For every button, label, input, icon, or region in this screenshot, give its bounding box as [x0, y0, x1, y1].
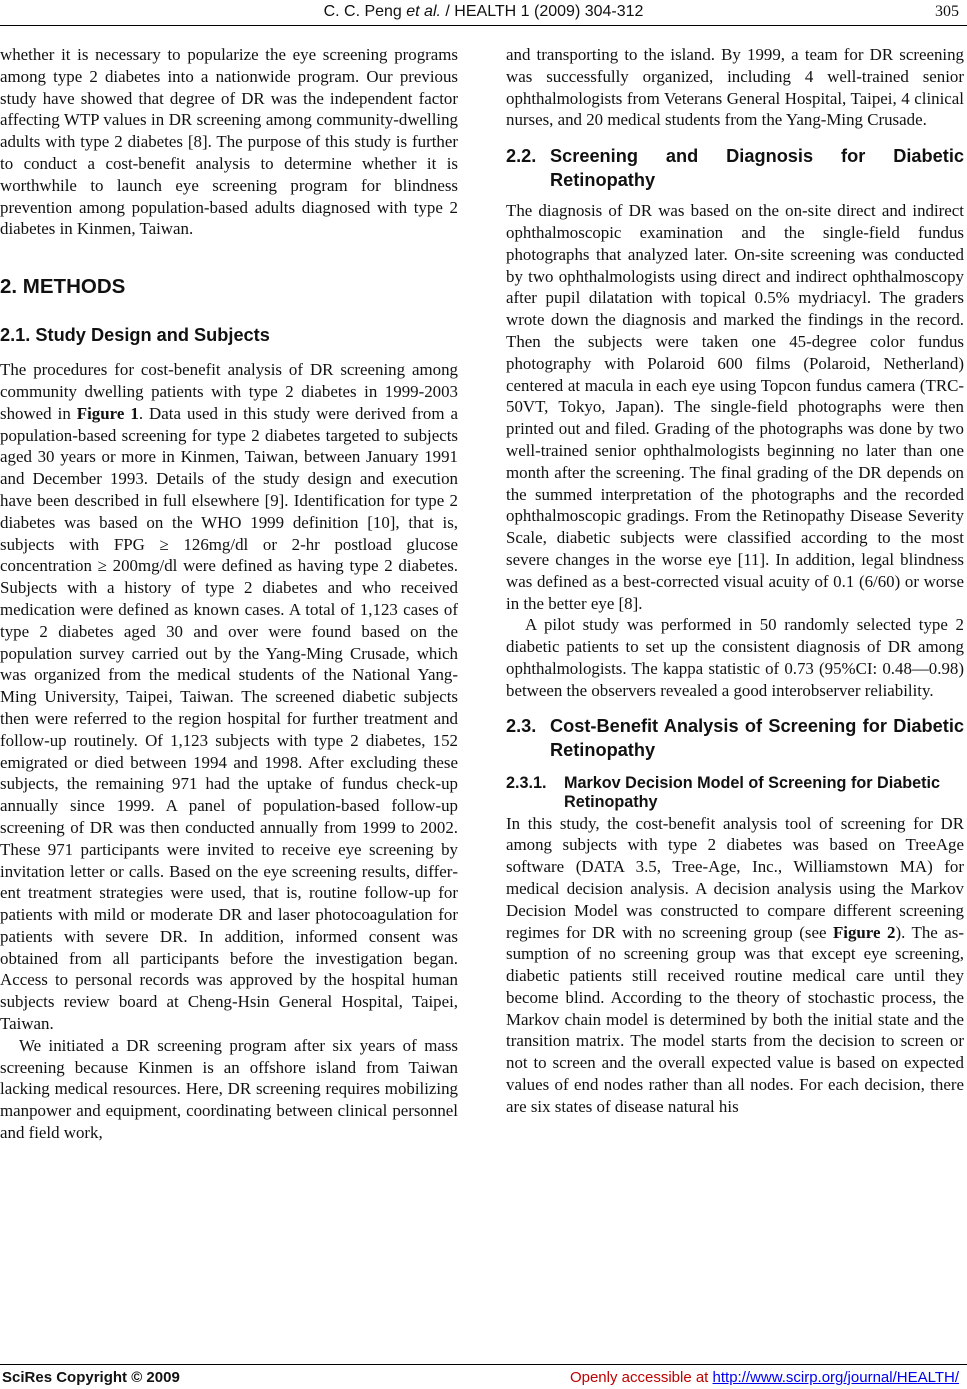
subsection-heading-2-1: [0, 323, 458, 347]
header-rule: [0, 25, 967, 26]
paragraph-study-design-text-b: . Data used in this study were derived from a population-based screening for type 2 diabetes targeted to subjects aged 30 years or more in Kinmen, Taiwan, between January 1991 and December 1993. Details of the study design and execution have been described in full elsewhere [9]. Identification for type 2 diabetes was based on the WHO 1999 definition [10], that is, subjects with FPG ≥ 126mg/dl or 2-hr postload glucose concentration ≥ 200mg/dl were defined as having type 2 diabetes. Subjects with a history of type 2 diabetes and who received medication were defined as known cases. A total of 1,123 cases of type 2 diabetes aged 30 and over were found based on the population survey carried out by the Yang-Ming Crusade, which was organized from the medical students of the National Yang-Ming University, Taipei, Taiwan. The screened diabetic subjects then were referred to the region hospital for further treatment and follow-up routinely. Of 1,123 subjects with type 2 diabetes, 152 emigrated or died between 1994 and 1998. After excluding these subjects, the remaining 971 had the uptake of fundus check-up annually since 1999. A panel of population-based follow-up screening of DR was then conducted annually from 1999 to 2002. These 971 participants were invited to receive eye screening by invitation letter or calls. Based on the eye screening results, different treatment strategies were used, that is, routine follow-up for patients with mild or moderate DR and laser photocoagulation for patients with severe DR. In addition, informed consent was obtained from all participants before the investigation began. Access to personal records was approved by the hospital human subjects review board at Cheng-Hsin General Hospital, Taipei, Taiwan.: [0, 403, 459, 1034]
figure-1-reference: Figure 1: [76, 403, 139, 423]
paragraph-screening-program: We initiated a DR screening program after six years of mass screening because Kinmen is an offshore island from Taiwan lacking medical resources. Here, DR screening requires mobilizing manpower and equipment, coordinating between clinical personnel and field work,: [0, 1035, 458, 1143]
subsection-title-2-3: Cost-Benefit Analysis of Screening for Diabetic Retinopathy: [550, 715, 964, 760]
subsubsection-number-2-3-1: 2.3.1.: [506, 773, 547, 792]
left-column: [0, 44, 458, 1144]
footer-rule: [0, 1364, 967, 1365]
section-heading-methods: 2. METHODS: [0, 275, 126, 299]
paragraph-markov-model-text-a: In this study, the cost-benefit analysis tool of screening for DR among subjects with type 2 diabetes was based on TreeAge software (DATA 3.5, Tree-Age, Inc., Williamstown MA) for medical decision analysis. A decision analysis using the Markov Decision Model was constructed to compare different screening regimes for DR with no screening group (see: [506, 813, 964, 942]
subsubsection-title-2-3-1: Markov Decision Model of Screening for Diabetic Retinopathy: [564, 773, 940, 811]
paragraph-pilot-study: A pilot study was performed in 50 randomly selected type 2 diabetic patients to set up the consistent diagnosis of DR among ophthalmologists. The kappa statistic of 0.73 (95%CI: 0.48—0.98) between the observers revealed a good interobserver reliability.: [506, 615, 964, 700]
open-access-notice: [570, 1369, 959, 1386]
figure-2-reference: Figure 2: [832, 922, 896, 942]
paragraph-markov-model: [506, 813, 964, 1118]
journal-url-link[interactable]: http://www.scirp.org/journal/HEALTH/: [712, 1369, 959, 1386]
page-number: 305: [935, 3, 959, 20]
open-access-label: Openly accessible at: [569, 1369, 713, 1386]
subsubsection-heading-2-3-1: [506, 774, 964, 812]
subsection-heading-2-1-text: 2.1. Study Design and Subjects: [0, 325, 270, 346]
subsection-heading-2-2: [506, 144, 964, 192]
paragraph-team: and transporting to the island. By 1999, a team for DR screening was successfully organized, including 4 well-trained senior ophthalmologists from Veterans General Hospital, Taipei, 4 clinical nurses, and 20 medical students from the Yang-Ming Crusade.: [506, 45, 964, 130]
running-title-journal: / HEALTH 1 (2009) 304-312: [440, 3, 644, 20]
paragraph-diagnosis: The diagnosis of DR was based on the on-site direct and indirect ophthalmoscopic examination and the single-field fundus photographs that analyzed later. On-site screening was conducted by two ophthalmologists using direct and indirect ophthalmoscopy after pupil dilatation with topical 0.5% mydriacyl. The graders wrote down the diagnosis and marked the findings in the record. Then the subjects were taken one 45-degree color fundus photography with Polaroid 600 films (Polaroid, Netherland) centered at macula in each eye using Topcon fundus camera (TRC-50VT, Tokyo, Japan). The single-field photographs were then printed out and filed. Grading of the photographs was done by two well-trained senior ophthalmologists beginning no later than one month after the screening. The final grading of the DR depends on the summed interpretation of the photographs and the recorded ophthalmoscopic gradings. From the Retinopathy Disease Severity Scale, diabetic subjects were classified according to the most severe changes in the worse eye [11]. In addition, legal blindness was defined as a best-corrected visual acuity of 0.1 (6/60) or worse in the better eye [8].: [506, 201, 964, 613]
running-title-authors: C. C. Peng: [323, 3, 407, 20]
intro-paragraph: whether it is necessary to popularize the eye screening programs among type 2 diabetes into a nationwide program. Our previous study have showed that degree of DR was the independent factor affecting WTP values in DR screening among community-dwelling adults with type 2 diabetes [8]. The purpose of this study is further to conduct a cost-benefit analysis to determine whether it is worthwhile to launch eye screening program for blindness prevention among population-based adults diagnosed with type 2 diabetes in Kinmen, Taiwan.: [0, 45, 458, 239]
page-footer: [0, 1364, 967, 1388]
subsection-number-2-3: 2.3.: [506, 715, 537, 736]
copyright-notice: SciRes Copyright © 2009: [2, 1369, 180, 1386]
subsection-title-2-2: Screening and Diagnosis for Diabetic Retinopathy: [550, 146, 964, 191]
right-column: [506, 44, 964, 1118]
subsection-heading-2-3: [506, 714, 964, 762]
subsection-number-2-2: 2.2.: [506, 146, 537, 167]
paragraph-markov-model-text-b: ). The assumption of no screening group was that except eye screening, diabetic patients still received routine medical care until they become blind. According to the theory of stochastic process, the Markov chain model is determined by both the initial state and the transition matrix. The model starts from the decision to screen or not to screen and the overall expected value is based on expected values of end nodes rather than all nodes. For each decision, there are six states of disease natural his: [506, 922, 964, 1116]
running-title: [0, 3, 967, 21]
paragraph-study-design-text-a: The procedures for cost-benefit analysis of DR screening among community dwelling patients with type 2 diabetes in 1999-2003 showed in: [0, 360, 458, 423]
paragraph-study-design: [0, 359, 458, 1035]
running-title-etal: et al.: [406, 3, 441, 20]
running-header: [0, 0, 967, 26]
